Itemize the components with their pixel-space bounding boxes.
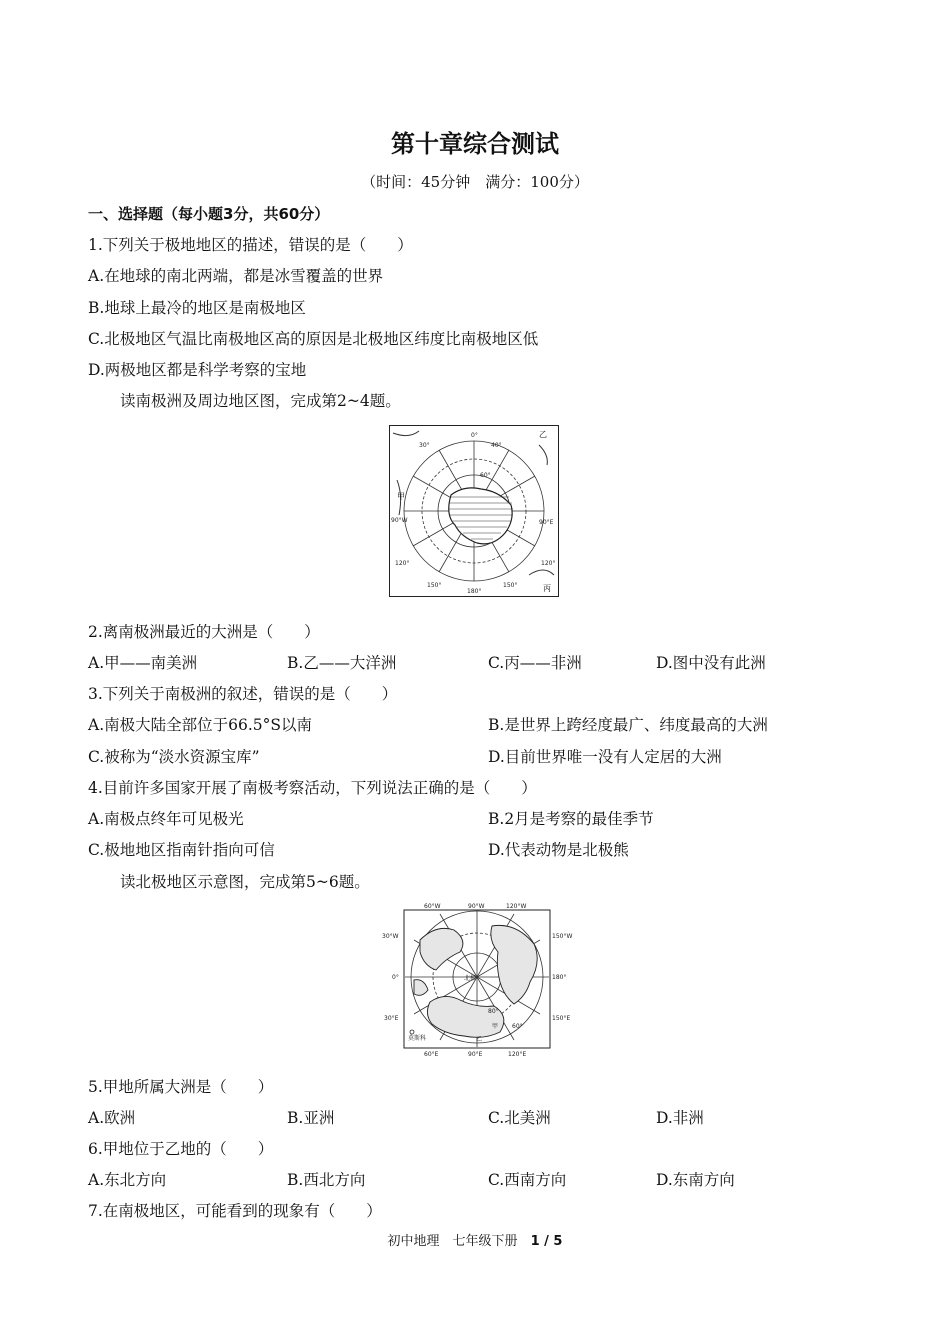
exam-info: （时间：45分钟 满分：100分） (361, 173, 589, 191)
q3-option-a: A.南极大陆全部位于66.5°S以南 (88, 716, 313, 734)
map1-label-60: 60° (480, 472, 491, 479)
q1-option-c: C.北极地区气温比南极地区高的原因是北极地区纬度比南极地区低 (88, 330, 539, 348)
map2-label-120e: 120°E (508, 1051, 527, 1058)
antarctica-map (389, 425, 559, 597)
q2-option-c: C.丙——非洲 (488, 654, 582, 672)
map2-label-80deg: 80° (488, 1008, 499, 1015)
map2-label-north-pole: 北极 (464, 975, 477, 982)
q4-stem: 4.目前许多国家开展了南极考察活动，下列说法正确的是（ ） (88, 779, 537, 797)
map1-label-180: 180° (467, 588, 482, 595)
q1-option-b: B.地球上最冷的地区是南极地区 (88, 299, 306, 317)
arctic-map (380, 900, 575, 1060)
section-heading: 一、选择题（每小题3分，共60分） (88, 205, 330, 223)
map1-label-yi: 乙 (539, 430, 547, 439)
map2-label-60deg: 60° (512, 1023, 523, 1030)
map2-label-moscow: 莫斯科 (408, 1035, 427, 1042)
q5-option-a: A.欧洲 (88, 1109, 136, 1127)
map1-label-90e: 90°E (539, 519, 554, 526)
q2-option-b: B.乙——大洋洲 (287, 654, 397, 672)
map2-label-30e: 30°E (384, 1015, 399, 1022)
map2-label-150e: 150°E (552, 1015, 571, 1022)
q5-option-b: B.亚洲 (287, 1109, 335, 1127)
map1-label-90w: 90°W (391, 517, 408, 524)
map2-label-90w: 90°W (468, 903, 485, 910)
map2-label-0: 0° (392, 974, 399, 981)
map2-label-60e: 60°E (424, 1051, 439, 1058)
q3-stem: 3.下列关于南极洲的叙述，错误的是（ ） (88, 685, 398, 703)
map2-label-180: 180° (552, 974, 567, 981)
q5-option-c: C.北美洲 (488, 1109, 551, 1127)
q4-option-b: B.2月是考察的最佳季节 (488, 810, 654, 828)
q3-option-c: C.被称为“淡水资源宝库” (88, 748, 260, 766)
q2-stem: 2.离南极洲最近的大洲是（ ） (88, 623, 320, 641)
q3-option-b: B.是世界上跨经度最广、纬度最高的大洲 (488, 716, 768, 734)
q2-option-d: D.图中没有此洲 (656, 654, 766, 672)
map1-label-bing: 丙 (543, 584, 551, 593)
map1-label-150w: 150° (427, 582, 442, 589)
map1-label-40: 40° (491, 442, 502, 449)
q4-option-a: A.南极点终年可见极光 (88, 810, 244, 828)
intro-q2-4: 读南极洲及周边地区图，完成第2~4题。 (120, 392, 401, 410)
q6-option-c: C.西南方向 (488, 1171, 567, 1189)
map1-label-0: 0° (471, 432, 478, 439)
footer-text: 初中地理 七年级下册 (387, 1234, 531, 1249)
map1-label-120w: 120° (395, 560, 410, 567)
map2-label-120w: 120°W (506, 903, 527, 910)
q6-option-b: B.西北方向 (287, 1171, 366, 1189)
map1-label-jia: 甲 (397, 492, 405, 501)
q1-option-d: D.两极地区都是科学考察的宝地 (88, 361, 307, 379)
map1-label-30: 30° (419, 442, 430, 449)
map2-label-yi: 乙 (476, 1036, 483, 1043)
q5-stem: 5.甲地所属大洲是（ ） (88, 1078, 274, 1096)
q5-option-d: D.非洲 (656, 1109, 704, 1127)
q2-option-a: A.甲——南美洲 (88, 654, 198, 672)
q6-option-a: A.东北方向 (88, 1171, 167, 1189)
page-number: 1 / 5 (530, 1234, 563, 1249)
q1-stem: 1.下列关于极地地区的描述，错误的是（ ） (88, 236, 413, 254)
map1-label-120e: 120° (541, 560, 556, 567)
map2-label-60w: 60°W (424, 903, 441, 910)
q4-option-c: C.极地地区指南针指向可信 (88, 841, 275, 859)
map2-label-30w: 30°W (382, 933, 399, 940)
map2-label-jia: 甲 (492, 1023, 499, 1030)
page-footer (0, 1230, 950, 1249)
map2-label-150w: 150°W (552, 933, 573, 940)
intro-q5-6: 读北极地区示意图，完成第5~6题。 (120, 873, 370, 891)
q4-option-d: D.代表动物是北极熊 (488, 841, 629, 859)
q7-stem: 7.在南极地区，可能看到的现象有（ ） (88, 1202, 382, 1220)
q6-option-d: D.东南方向 (656, 1171, 735, 1189)
map2-label-90e: 90°E (468, 1051, 483, 1058)
q3-option-d: D.目前世界唯一没有人定居的大洲 (488, 748, 722, 766)
q6-stem: 6.甲地位于乙地的（ ） (88, 1140, 274, 1158)
page-title: 第十章综合测试 (391, 130, 559, 158)
q1-option-a: A.在地球的南北两端，都是冰雪覆盖的世界 (88, 267, 384, 285)
map1-label-150e: 150° (503, 582, 518, 589)
